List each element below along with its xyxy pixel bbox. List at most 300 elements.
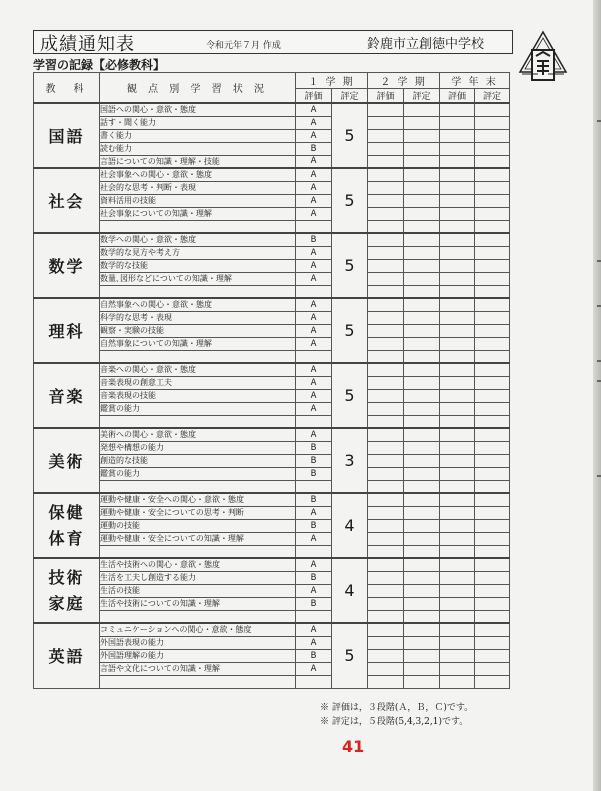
term1-hyoka: A [296,129,332,142]
term2-hyotei [404,363,440,376]
term2-hyotei [404,285,440,298]
year-end-hyoka [440,402,475,415]
school-emblem-icon [518,30,568,102]
year-end-hyoka [440,194,475,207]
term2-hyotei [404,116,440,129]
viewpoint-label: 社会事象についての知識・理解 [100,207,296,220]
term2-hyoka [368,558,404,571]
year-end-hyotei [475,311,510,324]
year-end-hyotei [475,571,510,584]
year-end-hyotei [475,155,510,168]
term2-hyoka [368,610,404,623]
table-row [34,259,510,272]
year-end-hyotei [475,675,510,688]
term1-hyoka: A [296,389,332,402]
subject-name-line: 保健 [48,502,85,522]
table-row [34,389,510,402]
year-end-hyoka [440,285,475,298]
term1-hyoka [296,220,332,233]
year-end-hyoka [440,129,475,142]
year-end-hyotei [475,181,510,194]
table-row [34,272,510,285]
viewpoint-label: 言語についての知識・理解・技能 [100,155,296,168]
viewpoint-label [100,480,296,493]
table-row [34,662,510,675]
year-end-hyoka [440,272,475,285]
subject-name: 美術 [34,428,100,493]
year-end-hyoka [440,597,475,610]
year-end-hyoka [440,532,475,545]
term2-hyoka [368,311,404,324]
term2-hyotei [404,441,440,454]
year-end-hyotei [475,285,510,298]
subject-name-line: 体育 [48,528,85,548]
table-row [34,337,510,350]
year-end-hyotei [475,350,510,363]
term2-hyoka [368,233,404,246]
viewpoint-label [100,675,296,688]
term2-hyoka [368,571,404,584]
year-end-hyotei [475,415,510,428]
table-row [34,415,510,428]
year-end-hyotei [475,662,510,675]
term1-hyoka: B [296,454,332,467]
year-end-hyoka [440,181,475,194]
viewpoint-label: 外国語理解の能力 [100,649,296,662]
year-end-hyotei [475,298,510,311]
viewpoint-label: 書く能力 [100,129,296,142]
year-end-hyotei [475,532,510,545]
viewpoint-label: 国語への関心・意欲・態度 [100,103,296,116]
term1-hyoka: B [296,649,332,662]
header-hyotei: 評定 [332,89,368,104]
year-end-hyoka [440,389,475,402]
term1-hyoka [296,675,332,688]
term1-hyoka: A [296,272,332,285]
viewpoint-label: 生活の技能 [100,584,296,597]
term2-hyotei [404,376,440,389]
term2-hyotei [404,350,440,363]
term1-hyotei: 5 [332,168,368,233]
term1-hyotei: 5 [332,103,368,168]
term2-hyoka [368,324,404,337]
year-end-hyoka [440,142,475,155]
table-row [34,168,510,181]
table-row [34,298,510,311]
viewpoint-label: 生活や技術についての知識・理解 [100,597,296,610]
term1-hyoka: A [296,376,332,389]
header-viewpoint: 観 点 別 学 習 状 況 [100,73,296,104]
subject-name: 音楽 [34,363,100,428]
year-end-hyoka [440,103,475,116]
term2-hyoka [368,402,404,415]
viewpoint-label: 美術への関心・意欲・態度 [100,428,296,441]
year-end-hyotei [475,376,510,389]
year-end-hyoka [440,610,475,623]
table-row [34,558,510,571]
year-end-hyotei [475,441,510,454]
header-box [33,30,513,54]
term2-hyotei [404,415,440,428]
term2-hyotei [404,298,440,311]
term2-hyoka [368,675,404,688]
year-end-hyoka [440,584,475,597]
year-end-hyotei [475,246,510,259]
term2-hyoka [368,103,404,116]
subject-name-line: 技術 [48,567,85,587]
term1-hyoka: B [296,441,332,454]
subject-name: 英語 [34,623,100,688]
year-end-hyotei [475,584,510,597]
year-end-hyoka [440,155,475,168]
table-row [34,649,510,662]
viewpoint-label: 自然事象への関心・意欲・態度 [100,298,296,311]
term2-hyoka [368,506,404,519]
term2-hyotei [404,532,440,545]
year-end-hyoka [440,636,475,649]
term2-hyoka [368,545,404,558]
term2-hyoka [368,415,404,428]
term1-hyoka: A [296,402,332,415]
viewpoint-label [100,285,296,298]
year-end-hyotei [475,454,510,467]
term1-hyoka: A [296,168,332,181]
year-end-hyotei [475,558,510,571]
term2-hyotei [404,337,440,350]
term1-hyotei: 5 [332,298,368,363]
term2-hyotei [404,597,440,610]
term1-hyoka: A [296,532,332,545]
year-end-hyoka [440,662,475,675]
table-row [34,246,510,259]
header-hyotei: 評定 [404,89,440,104]
year-end-hyoka [440,675,475,688]
term1-hyotei: 5 [332,363,368,428]
year-end-hyoka [440,220,475,233]
term2-hyotei [404,142,440,155]
viewpoint-label: 運動の技能 [100,519,296,532]
year-end-hyotei [475,324,510,337]
term2-hyotei [404,129,440,142]
term1-hyoka: A [296,662,332,675]
term2-hyotei [404,610,440,623]
viewpoint-label: 言語や文化についての知識・理解 [100,662,296,675]
viewpoint-label: 外国語表現の能力 [100,636,296,649]
term2-hyoka [368,298,404,311]
year-end-hyoka [440,441,475,454]
term2-hyotei [404,259,440,272]
term2-hyotei [404,454,440,467]
table-row [34,454,510,467]
term1-hyoka: A [296,298,332,311]
table-row [34,545,510,558]
year-end-hyoka [440,480,475,493]
term2-hyotei [404,181,440,194]
viewpoint-label: 運動や健康・安全についての知識・理解 [100,532,296,545]
table-row [34,623,510,636]
year-end-hyoka [440,246,475,259]
term2-hyoka [368,194,404,207]
year-end-hyoka [440,493,475,506]
viewpoint-label: 生活を工夫し創造する能力 [100,571,296,584]
viewpoint-label: 運動や健康・安全への関心・意欲・態度 [100,493,296,506]
term1-hyoka: A [296,623,332,636]
year-end-hyotei [475,428,510,441]
year-end-hyoka [440,467,475,480]
header-year-end: 学 年 末 [440,73,510,89]
subject-name: 国語 [34,103,100,168]
viewpoint-label: 社会事象への関心・意欲・態度 [100,168,296,181]
viewpoint-label: 数学への関心・意欲・態度 [100,233,296,246]
table-row [34,441,510,454]
viewpoint-label: 数学的な技能 [100,259,296,272]
term1-hyoka [296,545,332,558]
term2-hyotei [404,272,440,285]
year-end-hyotei [475,116,510,129]
viewpoint-label: 観察・実験の技能 [100,324,296,337]
term2-hyotei [404,428,440,441]
year-end-hyoka [440,350,475,363]
term2-hyotei [404,389,440,402]
subject-name: 数学 [34,233,100,298]
term1-hyotei: 5 [332,233,368,298]
document-title: 成績通知表 [40,34,135,55]
year-end-hyotei [475,194,510,207]
year-end-hyotei [475,506,510,519]
term2-hyoka [368,519,404,532]
term2-hyoka [368,272,404,285]
table-row [34,324,510,337]
term2-hyoka [368,259,404,272]
term1-hyoka: A [296,194,332,207]
term2-hyotei [404,246,440,259]
term2-hyoka [368,129,404,142]
table-row [34,675,510,688]
header-hyoka: 評価 [296,89,332,104]
term1-hyoka: A [296,324,332,337]
term2-hyoka [368,467,404,480]
learning-record-table [33,72,510,689]
term1-hyoka [296,285,332,298]
term2-hyotei [404,493,440,506]
viewpoint-label: 数学的な見方や考え方 [100,246,296,259]
term2-hyoka [368,649,404,662]
table-row [34,129,510,142]
term2-hyoka [368,220,404,233]
term1-hyoka: B [296,467,332,480]
term1-hyotei: 4 [332,493,368,558]
viewpoint-label: 発想や構想の能力 [100,441,296,454]
table-row [34,532,510,545]
term2-hyotei [404,233,440,246]
year-end-hyoka [440,428,475,441]
table-row [34,506,510,519]
year-end-hyotei [475,480,510,493]
binding-marks [593,80,601,500]
year-end-hyotei [475,207,510,220]
subject-name [34,558,100,623]
term1-hyoka: A [296,259,332,272]
term1-hyoka: B [296,571,332,584]
year-end-hyotei [475,649,510,662]
year-end-hyoka [440,558,475,571]
term2-hyotei [404,207,440,220]
term2-hyoka [368,441,404,454]
year-end-hyotei [475,493,510,506]
year-end-hyoka [440,116,475,129]
year-end-hyoka [440,506,475,519]
subject-name [34,493,100,558]
viewpoint-label: 生活や技術への関心・意欲・態度 [100,558,296,571]
year-end-hyotei [475,233,510,246]
viewpoint-label [100,415,296,428]
term1-hyoka [296,480,332,493]
year-end-hyoka [440,649,475,662]
term2-hyotei [404,311,440,324]
table-row [34,597,510,610]
viewpoint-label: コミュニケーションへの関心・意欲・態度 [100,623,296,636]
subject-name-line: 家庭 [48,593,85,613]
term2-hyotei [404,636,440,649]
year-end-hyotei [475,363,510,376]
viewpoint-label: 読む能力 [100,142,296,155]
header-hyoka: 評価 [440,89,475,104]
year-end-hyoka [440,233,475,246]
table-row [34,376,510,389]
viewpoint-label: 資料活用の技能 [100,194,296,207]
term2-hyotei [404,545,440,558]
term2-hyoka [368,337,404,350]
term2-hyotei [404,571,440,584]
table-row [34,285,510,298]
viewpoint-label: 運動や健康・安全についての思考・判断 [100,506,296,519]
creation-date: 令和元年７月 作成 [206,41,281,51]
term1-hyoka: A [296,506,332,519]
term2-hyotei [404,675,440,688]
year-end-hyoka [440,324,475,337]
year-end-hyotei [475,636,510,649]
term2-hyotei [404,467,440,480]
term1-hyotei: 3 [332,428,368,493]
term1-hyoka: A [296,584,332,597]
term2-hyotei [404,220,440,233]
note-hyoka: ※ 評価は，３段階(Ａ，Ｂ，Ｃ)です。 [320,703,474,713]
term1-hyoka: A [296,116,332,129]
table-row [34,493,510,506]
school-name: 鈴鹿市立創徳中学校 [367,37,485,52]
term2-hyotei [404,623,440,636]
table-row [34,181,510,194]
year-end-hyoka [440,298,475,311]
year-end-hyotei [475,220,510,233]
term2-hyoka [368,480,404,493]
term1-hyoka [296,610,332,623]
term2-hyotei [404,662,440,675]
viewpoint-label: 鑑賞の能力 [100,402,296,415]
viewpoint-label: 音楽への関心・意欲・態度 [100,363,296,376]
term1-hyoka [296,350,332,363]
header-term-2: ２ 学 期 [368,73,440,89]
table-row [34,402,510,415]
year-end-hyoka [440,623,475,636]
year-end-hyotei [475,103,510,116]
term2-hyoka [368,636,404,649]
year-end-hyoka [440,519,475,532]
year-end-hyoka [440,337,475,350]
term2-hyoka [368,207,404,220]
term2-hyoka [368,584,404,597]
term1-hyoka: B [296,233,332,246]
year-end-hyotei [475,610,510,623]
term1-hyoka: B [296,597,332,610]
year-end-hyoka [440,376,475,389]
term2-hyoka [368,623,404,636]
table-row [34,584,510,597]
year-end-hyotei [475,402,510,415]
header-hyoka: 評価 [368,89,404,104]
term2-hyoka [368,116,404,129]
term1-hyotei: 4 [332,558,368,623]
viewpoint-label [100,350,296,363]
table-row [34,519,510,532]
term2-hyoka [368,389,404,402]
table-row [34,194,510,207]
table-row [34,571,510,584]
table-row [34,103,510,116]
table-row [34,220,510,233]
table-row [34,116,510,129]
term2-hyoka [368,142,404,155]
table-row [34,142,510,155]
table-row [34,311,510,324]
table-row [34,428,510,441]
term2-hyotei [404,103,440,116]
header-subject: 教 科 [34,73,100,104]
term1-hyoka: A [296,428,332,441]
viewpoint-label [100,220,296,233]
viewpoint-label: 鑑賞の能力 [100,467,296,480]
table-row [34,636,510,649]
term2-hyotei [404,155,440,168]
header-hyotei: 評定 [475,89,510,104]
year-end-hyoka [440,571,475,584]
term1-hyoka: B [296,142,332,155]
term1-hyoka: B [296,493,332,506]
viewpoint-label: 音楽表現の創意工夫 [100,376,296,389]
year-end-hyotei [475,142,510,155]
term1-hyoka: A [296,103,332,116]
viewpoint-label: 数量､図形などについての知識・理解 [100,272,296,285]
viewpoint-label: 創造的な技能 [100,454,296,467]
term1-hyoka [296,415,332,428]
term2-hyoka [368,662,404,675]
year-end-hyotei [475,545,510,558]
year-end-hyotei [475,129,510,142]
term2-hyoka [368,428,404,441]
term2-hyotei [404,324,440,337]
subject-name: 理科 [34,298,100,363]
term1-hyoka: B [296,519,332,532]
year-end-hyotei [475,337,510,350]
term2-hyotei [404,402,440,415]
year-end-hyoka [440,363,475,376]
term1-hyoka: A [296,636,332,649]
viewpoint-label: 音楽表現の技能 [100,389,296,402]
year-end-hyotei [475,168,510,181]
term1-hyoka: A [296,363,332,376]
year-end-hyotei [475,623,510,636]
term2-hyoka [368,493,404,506]
